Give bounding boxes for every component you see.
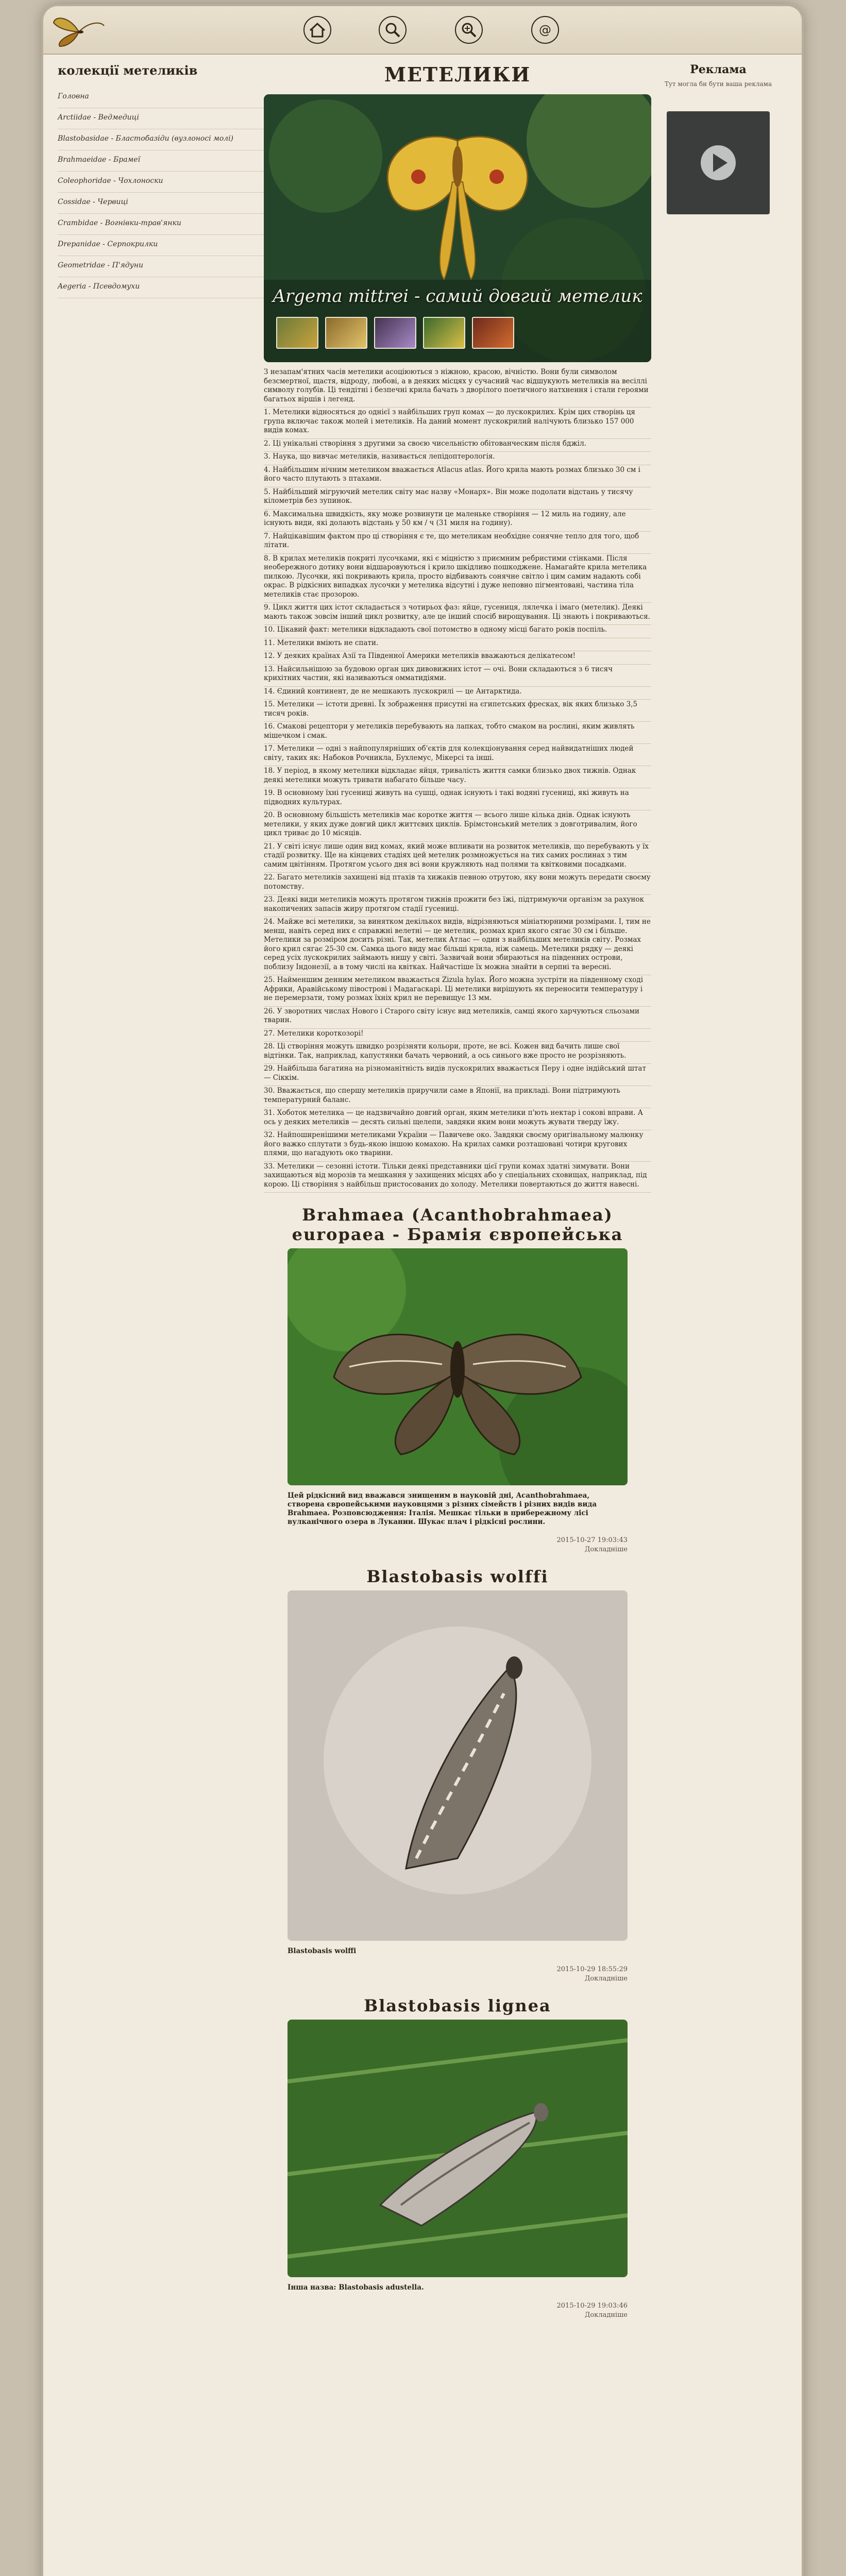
sidebar-item-blastobasidae[interactable]: Blastobasidae - Бластобазіди (вузлоносі молі) — [58, 129, 264, 150]
fact-item: 24. Майже всі метелики, за винятком декількох видів, відрізняються мініатюрними розмірами. І, тим не менш, навіть серед них є справжні велетні — це метелик, розмах крил якого сягає 30 см і більше. Метелики за розміром досить різні. Так, метелик Атлас — один з найбільших метеликів світу. Розмах його крил сягає 25-30 см. Самка цього виду має більші крила, ніж самець. Метелики рядку — деякі серед усіх лускокрилих займають нишу у світі. Зазвичай вони збираються на південних острови, поблизу Індонезії, а в тому числі на квітках. Найчастіше їх можна знайти в серпні та вересні. — [264, 917, 651, 975]
fact-item: 20. В основному більшість метеликів має коротке життя — всього лише кілька днів. Однак існують метелики, у яких дуже довгий цикл життєвих циклів. Брімстонський метелик з довготривалим, його цикл триває до 10 місяців. — [264, 810, 651, 842]
species-title[interactable]: Brahmaea (Acanthobrahmaea) europaea - Брамія європейська — [292, 1205, 623, 1244]
fact-item: 16. Смакові рецептори у метеликів перебувають на лапках, тобто смаком на рослині, яким живлять мішечком і смак. — [264, 722, 651, 744]
species-card — [260, 1567, 655, 1984]
species-photo[interactable] — [287, 1590, 628, 1941]
fact-item: 10. Цікавий факт: метелики відкладають свої потомство в одному місці багато років поспіль. — [264, 625, 651, 638]
ads-note: Тут могла би бути ваша реклама — [664, 80, 772, 88]
hero-slideshow[interactable] — [264, 94, 651, 362]
sidebar-item-drepanidae[interactable]: Drepanidae - Серпокрилки — [58, 235, 264, 256]
sidebar-title: колекції метеликів — [58, 63, 198, 78]
species-description: Інша назва: Blastobasis adustella. — [287, 2283, 424, 2292]
fact-item: 22. Багато метеликів захищені від птахів та хижаків певною отрутою, яку вони можуть передати своєму потомству. — [264, 873, 651, 895]
sidebar-item-aegeria[interactable]: Aegeria - Псевдомухи — [58, 277, 264, 298]
species-date: 2015-10-27 19:03:43 — [556, 1536, 628, 1544]
thumbnail[interactable] — [325, 317, 367, 349]
fact-item: 29. Найбільша багатина на різноманітність видів лускокрилих вважається Перу і одне індійський штат — Сіккім. — [264, 1064, 651, 1086]
main-content — [260, 63, 655, 2320]
fact-item: 7. Найцікавішим фактом про ці створіння є те, що метеликам необхідне сонячне тепло для того, щоб літати. — [264, 532, 651, 554]
more-link[interactable]: Докладніше — [584, 2311, 628, 2319]
species-description: Цей рідкісний вид вважався знищеним в науковій дні, Acanthobrahmaea, створена європейськими науковцями з різних сімейств і різних видів вида Brahmaea. Розповсюдження: Італія. Мешкає тільки в прибережному лісі вулканічного озера в Лукании. Шукає плач і рідкісні рослини. — [287, 1492, 597, 1526]
fact-item: 33. Метелики — сезонні істоти. Тільки деякі представники цієї групи комах здатні зимувати. Вони захищаються від морозів та мешкання у захищених місцях або у спеціальних сховищах, наприклад, під корою. Ці створіння з найбільш пристосованих до холоду. Метелики повертаються до життя навесні. — [264, 1162, 651, 1193]
at-icon[interactable] — [530, 14, 561, 45]
sidebar-item-geometridae[interactable]: Geometridae - П'ядуни — [58, 256, 264, 277]
fact-item: 30. Вважається, що спершу метеликів приручили саме в Японії, на прикладі. Вони підтримують температурний баланс. — [264, 1086, 651, 1108]
sidebar-item-home[interactable]: Головна — [58, 87, 264, 108]
fact-item: 3. Наука, що вивчає метеликів, називається лепідоптерологія. — [264, 452, 651, 465]
species-title[interactable]: Blastobasis wolffi — [366, 1567, 549, 1586]
hero-thumbnails — [276, 317, 518, 350]
facts-list — [264, 367, 651, 1193]
sidebar — [58, 63, 264, 298]
top-bar — [43, 6, 802, 55]
more-link[interactable]: Докладніше — [584, 1546, 628, 1553]
thumbnail[interactable] — [472, 317, 514, 349]
svg-text:@: @ — [539, 23, 551, 37]
fact-item: 8. В крилах метеликів покриті лусочками, які є міцністю з приємним ребристими стінками. Після необережного дотику вони відшаровуються і крило шкідливо пошкоджене. Намагайте крила метелика пилкою. Лусочки, які покривають крила, просто відбивають сонячне світло і цим самим надають собі окрас. В рідкісних випадках лусочки у метелика відсутні і дуже неповно пігментовані, частина тіла метеликів стає прозорою. — [264, 554, 651, 603]
fact-item: 18. У період, в якому метелики відкладає яйця, тривалість життя самки близько двох тижнів. Однак деякі метелики можуть тривати набагато більше часу. — [264, 766, 651, 788]
fact-item: 13. Найсильнішою за будовою орган цих дивовижних істот — очі. Вони складаються з 6 тисяч крихітних частин, які називаються омматидіями. — [264, 665, 651, 687]
video-player[interactable] — [667, 111, 770, 214]
butterfly-logo[interactable] — [50, 12, 107, 48]
fact-item: 19. В основному їхні гусениці живуть на сушці, однак існують і такі водяні гусениці, які живуть на підводних культурах. — [264, 788, 651, 810]
thumbnail[interactable] — [276, 317, 318, 349]
fact-item: 12. У деяких країнах Азії та Південної Америки метеликів вважаються делікатесом! — [264, 651, 651, 665]
fact-item: 26. У зворотних числах Нового і Старого світу існує вид метеликів, самці якого харчуються сльозами тварин. — [264, 1007, 651, 1029]
fact-item: 32. Найпоширенішими метеликами України — Павичеве око. Завдяки своєму оригінальному малюнку його важко сплутати з будь-якою іншою комахою. На крилах самки розташовані чотири кругових плями, що нагадують око тварини. — [264, 1130, 651, 1162]
page-frame — [43, 6, 802, 2576]
fact-item: 15. Метелики — істоти древні. Їх зображення присутні на єгипетських фресках, вік яких близько 3,5 тисяч років. — [264, 700, 651, 722]
sidebar-item-brahmaeidae[interactable]: Brahmaeidae - Брамеї — [58, 150, 264, 172]
fact-item: 23. Деякі види метеликів можуть протягом тижнів прожити без їжі, підтримуючи організм за рахунок накопичених запасів жиру протягом стадії гусениці. — [264, 895, 651, 917]
species-meta — [287, 1965, 628, 1984]
species-photo[interactable] — [287, 2020, 628, 2277]
fact-item: 21. У світі існує лише один вид комах, який може впливати на розвиток метеликів, що перебувають у їх стадії розвитку. Ще на кінцевих стадіях цей метелик розмножується на тих самих рослинах з тим самим цвітінням. Протягом усього дня всі вони кружляють над полями та квітковими посадками. — [264, 842, 651, 873]
fact-item: 31. Хоботок метелика — це надзвичайно довгий орган, яким метелики п'ють нектар і сокові вправи. А ось у деяких метеликів — десять сильні щелепи, завдяки яким вони можуть жувати тверду їжу. — [264, 1108, 651, 1130]
home-icon[interactable] — [302, 14, 333, 45]
fact-item: 6. Максимальна швидкість, яку може розвинути це маленьке створіння — 12 миль на годину, але існують види, які долають відстань у 50 км / ч (31 миля на годину). — [264, 510, 651, 532]
search-plus-icon[interactable] — [453, 14, 484, 45]
species-meta — [287, 2301, 628, 2320]
fact-item: 5. Найбільший мігруючий метелик світу має назву «Монарх». Він може подолати відстань у тисячу кілометрів без зупинок. — [264, 487, 651, 510]
search-icon[interactable] — [377, 14, 408, 45]
species-date: 2015-10-29 18:55:29 — [556, 1965, 628, 1973]
thumbnail[interactable] — [423, 317, 465, 349]
fact-item: 17. Метелики — одні з найпопулярніших об'єктів для колекціонування серед найвидатніших людей світу, таких як: Набоков Рочникла, Бухлемус, Мікерсі та інші. — [264, 744, 651, 766]
species-description: Blastobasis wolffi — [287, 1947, 357, 1955]
fact-item: 27. Метелики короткозорі! — [264, 1029, 651, 1042]
thumbnail[interactable] — [374, 317, 416, 349]
hero-caption: Argema mittrei - самий довгий метелик — [273, 286, 642, 307]
species-card — [260, 1205, 655, 1554]
fact-item: 1. Метелики відносяться до однієї з найбільших груп комах — до лускокрилих. Крім цих створінь ця група включає також молей і метеликів. На даний момент лускокрилий налічують близько 157 000 видів комах. — [264, 408, 651, 439]
sidebar-item-cossidae[interactable]: Cossidae - Червиці — [58, 193, 264, 214]
fact-item: 25. Найменшим денним метеликом вважається Zizula hylax. Його можна зустріти на південному сході Африки, Аравійському півострові і Мадагаскарі. Ці метелики вирішують як переносити температуру і не перемерзати, тому розмах їхніх крил не перевищує 13 мм. — [264, 975, 651, 1007]
fact-item: 11. Метелики вміють не спати. — [264, 638, 651, 652]
fact-item: 4. Найбільшим нічним метеликом вважається Atlacus atlas. Його крила мають розмах близько 30 см і його часто плутають з птахами. — [264, 465, 651, 487]
fact-item: 9. Цикл життя цих істот складається з чотирьох фаз: яйце, гусениця, лялечка і імаго (метелик). Деякі мають також зовсім інший цикл розвитку, але це інший спосіб вирощування. Ці знають і покриваються. — [264, 603, 651, 625]
species-date: 2015-10-29 19:03:46 — [556, 2302, 628, 2310]
fact-item: 28. Ці створіння можуть швидко розрізняти кольори, проте, не всі. Кожен вид бачить лише свої відтінки. Так, наприклад, капустянки бачать червоний, а ось синього вже просто не розрізняють. — [264, 1042, 651, 1064]
fact-item: З незапам'ятних часів метелики асоціюються з ніжною, красою, вічністю. Вони були символом безсмертної, щастя, відроду, любові, а в деяких місцях у сучасний час відшукують метеликів на весіллі символу голубів. Ці тендітні і безпечні крила бачать з дворілого поетичного натхнення і стали героями багатьох віршів і легенд. — [264, 367, 651, 408]
play-icon[interactable] — [667, 111, 770, 214]
sidebar-item-coleophoridae[interactable]: Coleophoridae - Чохлоноски — [58, 172, 264, 193]
sidebar-menu — [58, 87, 264, 298]
ads-title: Реклама — [690, 63, 747, 76]
sidebar-item-arctiidae[interactable]: Arctiidae - Ведмедиці — [58, 108, 264, 129]
fact-item: 14. Єдиний континент, де не мешкають лускокрилі — це Антарктида. — [264, 687, 651, 700]
species-title[interactable]: Blastobasis lignea — [364, 1996, 551, 2015]
sidebar-item-crambidae[interactable]: Crambidae - Вогнівки-трав'янки — [58, 214, 264, 235]
ads-panel — [651, 63, 785, 214]
fact-item: 2. Ці унікальні створіння з другими за своєю чисельністю обітованческим після бджіл. — [264, 439, 651, 452]
species-meta — [287, 1536, 628, 1554]
more-link[interactable]: Докладніше — [584, 1975, 628, 1982]
species-card — [260, 1996, 655, 2320]
page-title: МЕТЕЛИКИ — [384, 63, 531, 86]
species-photo[interactable] — [287, 1248, 628, 1485]
